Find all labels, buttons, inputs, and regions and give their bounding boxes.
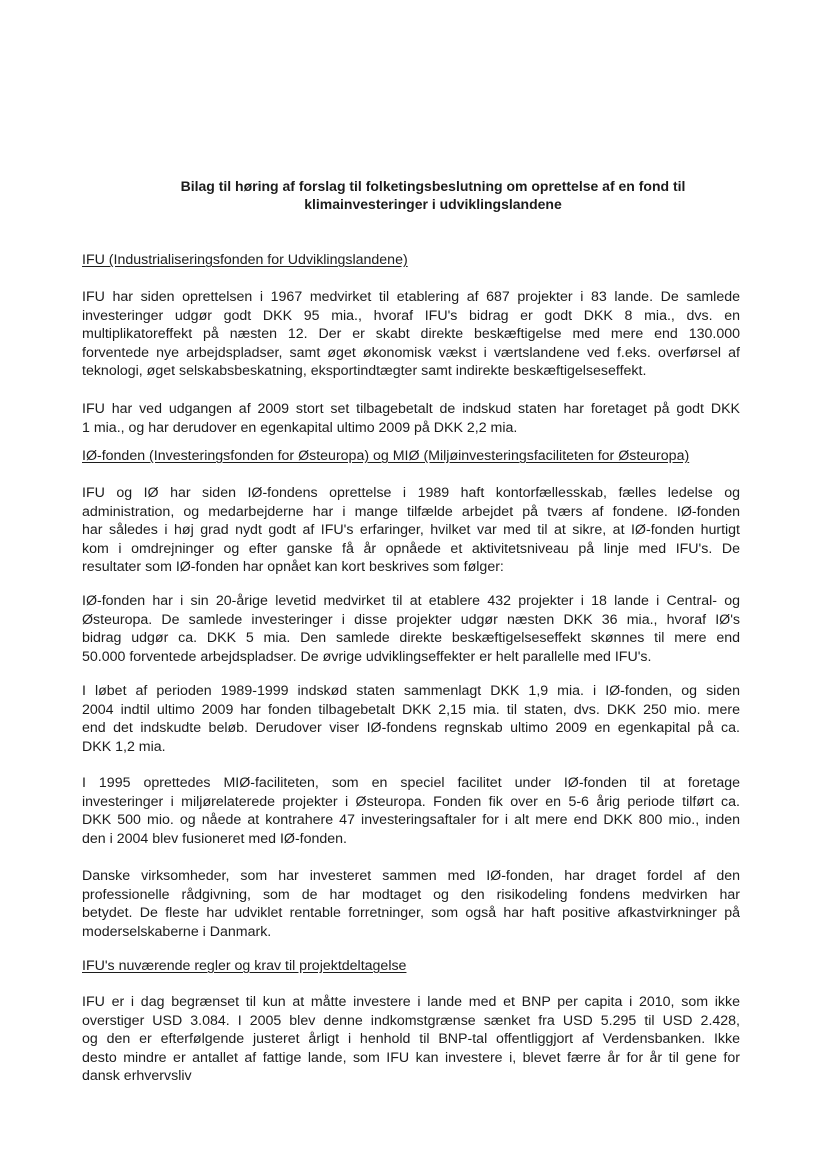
- text-line: IFU og IØ har siden IØ-fondens oprettelse i 1989 haft kontorfællesskab, fælles ledelse og: [82, 485, 740, 501]
- document-title: [82, 177, 784, 213]
- text-line: professionelle rådgivning, som de har modtaget og den risikodeling fondens medvirken har: [82, 886, 740, 903]
- text-line: investeringer udgør godt DKK 95 mia., hvoraf IFU's bidrag er godt DKK 8 mia., dvs. en: [82, 307, 740, 324]
- text-line: teknologi, øget selskabsbeskatning, eksportindtægter samt indirekte beskæftigelseseffekt.: [82, 363, 647, 379]
- text-line: I 1995 oprettedes MIØ-faciliteten, som en speciel facilitet under IØ-fonden til at foretage: [82, 775, 740, 791]
- text-line: DKK 500 mio. og nåede at kontrahere 47 investeringsaftaler for i alt mere end DKK 800 mio., inden: [82, 812, 740, 828]
- text-line: Danske virksomheder, som har investeret sammen med IØ-fonden, har draget fordel af den: [82, 868, 740, 884]
- paragraph: [82, 484, 740, 577]
- text-line: den i 2004 blev fusioneret med IØ-fonden.: [82, 830, 348, 847]
- text-line: og den er efterfølgende justeret årligt i henhold til BNP-tal offentliggjort af Verdensbanken. Ikke: [82, 1031, 740, 1047]
- text-line: IFU har ved udgangen af 2009 stort set tilbagebetalt de indskud staten har foretaget på godt DKK: [82, 401, 740, 417]
- paragraph: [82, 993, 740, 1086]
- text-line: IFU (Industrialiseringsfonden for Udviklingslandene): [82, 252, 408, 268]
- text-line: har således i høj grad nydt godt af IFU's erfaringer, hvilket var med til at sikre, at IØ-fonden hurtigt: [82, 522, 740, 538]
- text-line: IØ-fonden (Investeringsfonden for Østeuropa) og MIØ (Miljøinvesteringsfaciliteten for Østeuropa): [82, 448, 690, 464]
- text-line: Østeuropa. De samlede investeringer i disse projekter udgør næsten DKK 36 mia., hvoraf IØ's: [82, 611, 740, 628]
- text-line: investeringer i miljørelaterede projekter i Østeuropa. Fonden fik over en 5-6 årig periode tilført ca.: [82, 793, 740, 810]
- text-line: moderselskaberne i Danmark.: [82, 923, 272, 940]
- text-line: I løbet af perioden 1989-1999 indskød staten sammenlagt DKK 1,9 mia. i IØ-fonden, og siden: [82, 683, 740, 699]
- text-line: DKK 1,2 mia.: [82, 738, 166, 755]
- text-line: kom i omdrejninger og efter ganske få år opnåede et aktivitetsniveau på linje med IFU's. De: [82, 540, 740, 557]
- paragraph: [82, 682, 740, 756]
- text-line: forventede nye arbejdspladser, samt øget økonomisk vækst i værtslandene ved f.eks. overførsel af: [82, 344, 740, 361]
- section-heading: [82, 251, 740, 270]
- section-heading: [82, 957, 740, 976]
- text-line: end det indskudte beløb. Derudover viser IØ-fondens regnskab ultimo 2009 en egenkapital på ca.: [82, 720, 740, 736]
- paragraph: [82, 867, 740, 941]
- text-line: IFU's nuværende regler og krav til projektdeltagelse: [82, 958, 407, 974]
- text-line: administration, og medarbejderne har i mange tilfælde arbejdet på tværs af fondene. IØ-fonden: [82, 503, 740, 520]
- text-line: betydet. De fleste har udviklet rentable forretninger, som også har haft positive afkastvirkninger på: [82, 905, 740, 921]
- text-line: 2004 indtil ultimo 2009 har fonden tilbagebetalt DKK 2,15 mia. til staten, dvs. DKK 250 mio. mere: [82, 701, 740, 718]
- text-line: multiplikatoreffekt på næsten 12. Der er skabt direkte beskæftigelse med mere end 130.000: [82, 326, 740, 342]
- text-line: bidrag udgør ca. DKK 5 mia. Den samlede direkte beskæftigelseseffekt skønnes til mere end: [82, 630, 740, 646]
- text-line: desto mindre er antallet af fattige lande, som IFU kan investere i, blevet færre år for år til gene for: [82, 1049, 740, 1066]
- text-line: 1 mia., og har derudover en egenkapital ultimo 2009 på DKK 2,2 mia.: [82, 419, 518, 436]
- text-line: IFU er i dag begrænset til kun at måtte investere i lande med et BNP per capita i 2010, som ikke: [82, 994, 740, 1010]
- text-line: overstiger USD 3.084. I 2005 blev denne indkomstgrænse sænket fra USD 5.295 til USD 2.428,: [82, 1012, 740, 1029]
- text-line: 50.000 forventede arbejdspladser. De øvrige udviklingseffekter er helt parallelle med IFU's.: [82, 648, 652, 665]
- text-line: dansk erhvervsliv: [82, 1068, 192, 1084]
- title-line-1: Bilag til høring af forslag til folketingsbeslutning om oprettelse af en fond til: [180, 178, 686, 194]
- title-line-2: klimainvesteringer i udviklingslandene: [304, 196, 562, 212]
- paragraph: [82, 592, 740, 666]
- text-line: resultater som IØ-fonden har opnået kan kort beskrives som følger:: [82, 559, 504, 575]
- paragraph: [82, 288, 740, 381]
- paragraph: [82, 400, 740, 437]
- section-heading: [82, 447, 740, 466]
- paragraph: [82, 774, 740, 848]
- text-line: IØ-fonden har i sin 20-årige levetid medvirket til at etablere 432 projekter i 18 lande i Central- og: [82, 593, 740, 609]
- text-line: IFU har siden oprettelsen i 1967 medvirket til etablering af 687 projekter i 83 lande. De samlede: [82, 289, 740, 305]
